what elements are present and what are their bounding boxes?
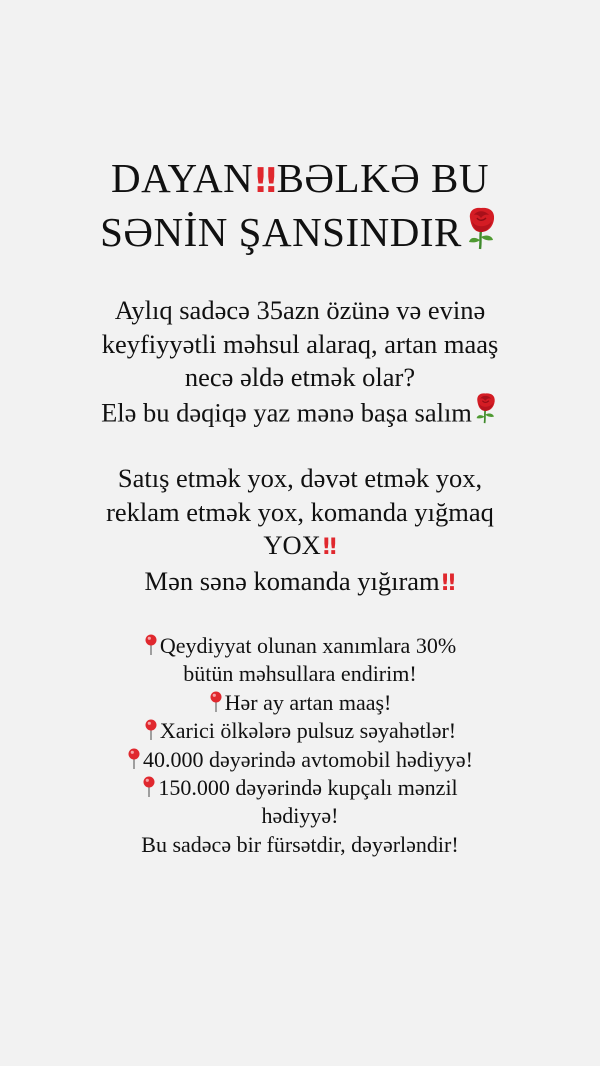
headline-belke-bu: BƏLKƏ BU [276, 155, 489, 201]
benefit-text: 150.000 dəyərində kupçalı mənzil [158, 775, 458, 801]
pushpin-icon [144, 634, 158, 656]
rose-icon [473, 392, 499, 433]
double-exclamation-icon: ‼ [441, 570, 454, 596]
list-item: bütün məhsullara endirim! [183, 661, 417, 687]
rose-icon [464, 206, 500, 262]
headline-sansindir: SƏNİN ŞANSINDIR [100, 209, 462, 255]
paragraph-offer [0, 294, 600, 435]
paragraph-no-selling-yox: YOX [263, 530, 321, 560]
benefit-text: Hər ay artan maaş! [224, 689, 392, 715]
paragraph-offer-line-1: Aylıq sadəcə 35azn özünə və evinə [114, 295, 486, 325]
benefit-text: Qeydiyyat olunan xanımlara 30% [159, 633, 457, 658]
paragraph-offer-line-4 [0, 395, 600, 436]
benefits-list [0, 632, 600, 859]
paragraph-no-selling-team: Mən sənə komanda yığıram [144, 565, 440, 596]
list-item [0, 774, 600, 802]
paragraph-no-selling-line-4 [0, 565, 600, 601]
paragraph-no-selling-line-1: Satış etmək yox, dəvət etmək yox, [117, 463, 483, 493]
benefit-text: 40.000 dəyərində avtomobil hədiyyə! [143, 746, 473, 772]
benefit-text: Xarici ölkələrə pulsuz səyahətlər! [159, 718, 457, 744]
list-item [0, 689, 600, 717]
paragraph-offer-line-3: necə əldə etmək olar? [184, 362, 416, 392]
list-item: hədiyyə! [261, 803, 339, 829]
paragraph-no-selling-line-2: reklam etmək yox, komanda yığmaq [106, 496, 494, 527]
double-exclamation-icon: ‼ [255, 161, 275, 201]
list-item [0, 717, 600, 745]
headline-dayan: DAYAN [110, 155, 254, 201]
pushpin-icon [209, 691, 223, 713]
paragraph-no-selling [0, 462, 600, 600]
pushpin-icon [144, 719, 158, 741]
headline [0, 153, 600, 265]
pushpin-icon [127, 748, 141, 770]
list-item [0, 632, 600, 660]
headline-line-1 [0, 153, 600, 207]
paragraph-offer-line-4-text: Elə bu dəqiqə yaz mənə başa salım [101, 396, 472, 427]
list-item [0, 746, 600, 774]
paragraph-no-selling-line-3 [0, 529, 600, 565]
paragraph-offer-line-2: keyfiyyətli məhsul alaraq, artan maaş [101, 328, 499, 359]
double-exclamation-icon: ‼ [322, 535, 335, 560]
pushpin-icon [142, 776, 156, 798]
headline-line-2 [0, 207, 600, 265]
closing-line: Bu sadəcə bir fürsətdir, dəyərləndir! [141, 831, 459, 857]
